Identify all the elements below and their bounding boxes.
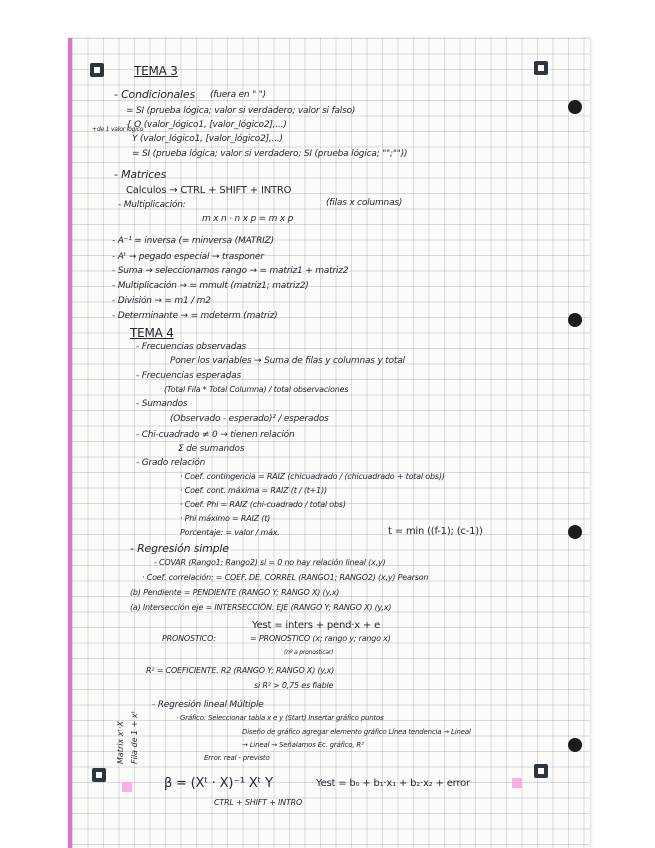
- sumandos-note: (Observado - esperado)² / esperados: [170, 414, 329, 424]
- frec-obs-note: Poner los variables → Suma de filas y columnas y total: [170, 356, 405, 366]
- traspuesta-line: - Aᵗ → pegado especial → trasponer: [112, 252, 264, 262]
- multi-line: - Multiplicación → = mmult (matriz1; matriz2): [112, 281, 309, 291]
- calculos-line: Calculos → CTRL + SHIFT + INTRO: [126, 185, 292, 196]
- si-line: = SI (prueba lógica; valor si verdadero; valor si falso): [126, 106, 356, 116]
- si-nested-line: = SI (prueba lógica; valor si verdadero; SI (prueba lógica; "";"")): [132, 149, 408, 159]
- sumandos-heading: - Sumandos: [136, 399, 188, 409]
- t-min-line: t = min ((f-1); (c-1)): [388, 526, 483, 537]
- diseno-line: Diseño de gráfico agregar elemento gráfico Línea tendencia → Lineal: [242, 728, 471, 736]
- grafico-line: · Gráfico: Seleccionar tabla x e y (Start) Insertar gráfico puntos: [176, 714, 384, 722]
- lineal-line: → Lineal → Señalamos Ec. gráfico, R²: [242, 741, 364, 749]
- phi-line: · Coef. Phi = RAIZ (chi-cuadrado / total obs): [180, 500, 346, 509]
- y-line: Y (valor_lógico1, [valor_lógico2],...): [132, 134, 283, 144]
- binder-hole-icon: [568, 738, 582, 752]
- pink-marker: [122, 782, 132, 792]
- r2-note: si R² > 0,75 es fiable: [254, 681, 334, 690]
- error-line: Error. real - previsto: [204, 754, 270, 762]
- multiplicacion-label: - Multiplicación:: [118, 200, 186, 210]
- corner-marker-icon: [534, 61, 548, 75]
- binder-hole-icon: [568, 100, 582, 114]
- binder-hole-icon: [568, 525, 582, 539]
- suma-line: - Suma → seleccionamos rango → = matriz1 + matriz2: [112, 266, 349, 276]
- mxn-line: m x n · n x p = m x p: [202, 214, 294, 224]
- tema3-title: TEMA 3: [134, 64, 178, 78]
- cont-max-line: · Coef. cont. máxima = RAIZ (t / (t+1)): [180, 486, 327, 495]
- side-fila-note: Fila de 1 + xᵗ: [130, 710, 139, 764]
- division-line: - División → = m1 / m2: [112, 296, 211, 306]
- binder-hole-icon: [568, 313, 582, 327]
- side-note: +de 1 valor lógico: [92, 126, 144, 133]
- pronostico-sub: (nº a pronosticar): [284, 649, 334, 656]
- side-matrix-note: Matrix xᵗ·X: [116, 721, 125, 764]
- inversa-line: - A⁻¹ = inversa (= minversa (MATRIZ): [112, 236, 274, 246]
- pendiente-line: (b) Pendiente = PENDIENTE (RANGO Y; RANGO X) (y,x): [130, 588, 340, 597]
- beta-formula: β = (Xᵗ · X)⁻¹ Xᵗ Y: [164, 776, 273, 791]
- tema4-title: TEMA 4: [130, 326, 174, 340]
- multiple-heading: - Regresión lineal Múltiple: [152, 700, 264, 710]
- corner-marker-icon: [92, 768, 106, 782]
- determinante-line: - Determinante → = mdeterm (matriz): [112, 311, 278, 321]
- pink-marker: [512, 778, 522, 788]
- yest-multi-line: Yest = b₀ + b₁·x₁ + b₂·x₂ + error: [316, 778, 470, 789]
- o-line: { O (valor_lógico1, [valor_lógico2],...): [126, 120, 287, 130]
- corner-marker-icon: [534, 764, 548, 778]
- contingencia-line: · Coef. contingencia = RAIZ (chicuadrado / (chicuadrado + total obs)): [180, 472, 445, 481]
- frec-esp-note: (Total Fila * Total Columna) / total observaciones: [164, 385, 349, 394]
- yest-line: Yest = inters + pend·x + e: [252, 620, 381, 631]
- frec-obs-heading: - Frecuencias observadas: [136, 342, 247, 352]
- grado-heading: - Grado relación: [136, 458, 206, 468]
- phi-max-line: · Phi máximo = RAIZ (t): [180, 514, 271, 523]
- interseccion-line: (a) Intersección eje = INTERSECCIÓN. EJE (RANGO Y; RANGO X) (y,x): [130, 603, 392, 612]
- filas-columnas-note: (filas x columnas): [326, 198, 403, 208]
- frec-esp-heading: - Frecuencias esperadas: [136, 371, 241, 381]
- chi-line: - Chi-cuadrado ≠ 0 → tienen relación: [136, 430, 295, 440]
- pronostico-label: PRONOSTICO:: [162, 634, 216, 643]
- porcentaje-line: Porcentaje: = valor / máx.: [180, 528, 280, 537]
- r2-line: R² = COEFICIENTE. R2 (RANGO Y; RANGO X) (y,x): [146, 666, 335, 675]
- regresion-heading: - Regresión simple: [130, 542, 229, 555]
- condicionales-heading: - Condicionales: [114, 88, 195, 101]
- correlacion-line: · Coef. correlación: = COEF. DE. CORREL (RANGO1; RANGO2) (x,y) Pearson: [142, 573, 429, 582]
- covar-line: - COVAR (Rango1; Rango2) si = 0 no hay relación lineal (x,y): [154, 558, 386, 567]
- ctrl-shift-intro: CTRL + SHIFT + INTRO: [214, 798, 303, 807]
- matrices-heading: - Matrices: [114, 168, 167, 181]
- notebook-page: [68, 38, 590, 848]
- pronostico-line: = PRONOSTICO (x; rango y; rango x): [250, 634, 391, 643]
- chi-note: Σ de sumandos: [178, 444, 245, 454]
- condicionales-note: (fuera en " "): [210, 90, 266, 100]
- corner-marker-icon: [90, 63, 104, 77]
